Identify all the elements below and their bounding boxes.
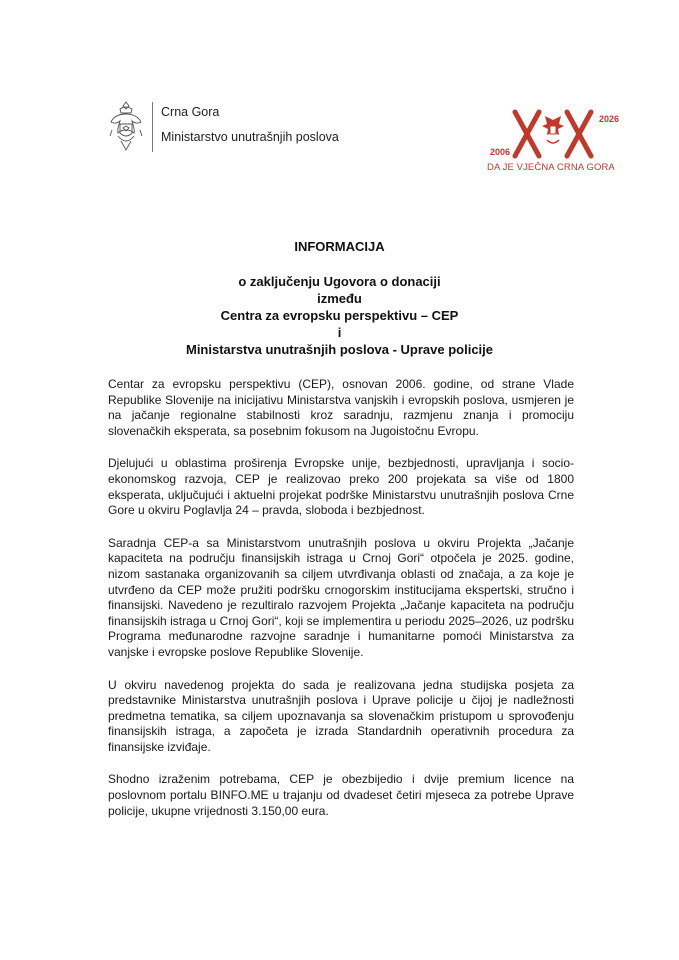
paragraph-2: Djelujući u oblastima proširenja Evropske unije, bezbjednosti, upravljanja i socio-ekonomskog razvoja, CEP je realizovao preko 200 projekata sa više od 1800 eksperata, uključujući i aktuelni projekat podrške Ministarstvu unutrašnjih poslova Crne Gore u okviru Poglavlja 24 – pravda, sloboda i bezbjednost.	[108, 456, 574, 518]
document-heading: INFORMACIJA	[294, 239, 385, 254]
title-line-3: Centra za evropsku perspektivu – CEP	[220, 308, 459, 323]
logo-year-start: 2006	[490, 147, 511, 157]
ministry-name: Ministarstvo unutrašnjih poslova	[161, 130, 339, 144]
header-divider	[152, 102, 153, 152]
title-line-4: i	[337, 325, 342, 340]
title-line-5: Ministarstva unutrašnjih poslova - Uprave policije	[185, 342, 494, 357]
paragraph-1: Centar za evropsku perspektivu (CEP), osnovan 2006. godine, od strane Vlade Republike Slovenije na inicijativu Ministarstva vanjskih i evropskih poslova, usmjeren je na jačanje regionalne stabilnosti kroz saradnju, razmjenu znanja i promociju slovenačkih eksperata, sa posebnim fokusom na Jugoistočnu Evropu.	[108, 377, 574, 438]
anniversary-logo	[487, 100, 627, 180]
title-line-1: o zaključenju Ugovora o donaciji	[238, 274, 441, 289]
paragraph-4: U okviru navedenog projekta do sada je realizovana jedna studijska posjeta za predstavnike Ministarstva unutrašnjih poslova i Uprave policije u čijoj je nadležnosti predmetna tematika, sa ciljem upoznavanja sa slovenačkim pristupom u sprovođenju finansijskih istraga, a započeta je izrada Standardnih operativnih procedura za finansijske izviđaje.	[108, 677, 574, 754]
country-name: Crna Gora	[161, 105, 220, 119]
logo-tagline: DA JE VJEČNA CRNA GORA	[487, 162, 615, 173]
ministry-header	[108, 100, 339, 152]
paragraph-5: Shodno izraženim potrebama, CEP je obezbijedio i dvije premium licence na poslovnom portalu BINFO.ME u trajanju od dvadeset četiri mjeseca za potrebe Uprave policije, ukupne vrijednosti 3.150,00 eura.	[108, 772, 574, 818]
document-title-block	[0, 238, 679, 358]
document-body	[108, 377, 574, 836]
paragraph-3: Saradnja CEP-a sa Ministarstvom unutrašnjih poslova u okviru Projekta „Jačanje kapaciteta na području finansijskih istraga u Crnoj Gori“ otpočela je 2025. godine, nizom sastanaka organizovanih sa ciljem utvrđivanja oblasti od značaja, a za koje je utvrđeno da CEP može pružiti podršku crnogorskim institucijama ekspertski, stručno i finansijski. Navedeno je rezultiralo razvojem Projekta „Jačanje kapaciteta na području finansijskih istraga u Crnoj Gori“, koji se implementira u periodu 2025–2026, uz podršku Programa međunarodne razvojne saradnje i humanitarne pomoći Ministarstva za vanjske i evropske poslove Republike Slovenije.	[108, 535, 574, 659]
coat-of-arms-icon	[108, 100, 144, 152]
title-line-2: između	[317, 291, 362, 306]
logo-year-end: 2026	[599, 114, 620, 124]
